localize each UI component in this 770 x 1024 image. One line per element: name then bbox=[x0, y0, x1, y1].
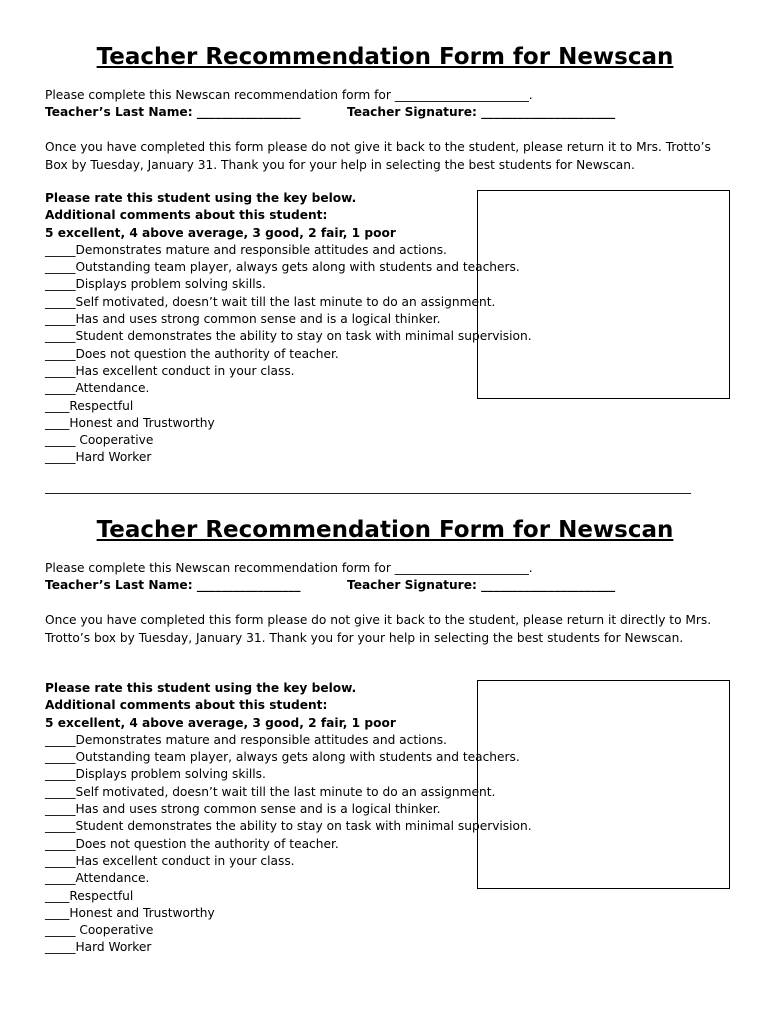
form-title: Teacher Recommendation Form for Newscan bbox=[96, 517, 674, 543]
teacher-last-name-field[interactable]: Teacher’s Last Name: _________________ bbox=[45, 578, 301, 592]
rating-item[interactable]: _____ Cooperative bbox=[45, 433, 154, 448]
instruction-line: Please complete this Newscan recommendation form for ______________________. bbox=[45, 561, 533, 575]
comments-heading: Additional comments about this student: bbox=[45, 698, 328, 713]
rating-item[interactable]: _____Self motivated, doesn’t wait till the last minute to do an assignment. bbox=[45, 294, 496, 309]
rating-item[interactable]: _____Demonstrates mature and responsible attitudes and actions. bbox=[45, 732, 447, 747]
teacher-signature-field[interactable]: Teacher Signature: ______________________ bbox=[347, 578, 616, 592]
rating-item[interactable]: ____Honest and Trustworthy bbox=[45, 415, 215, 430]
rating-item[interactable]: _____Attendance. bbox=[45, 871, 150, 886]
form-divider: __________________________________________________________________________________________________________ bbox=[45, 480, 691, 494]
rating-section bbox=[45, 190, 532, 467]
rating-item[interactable]: _____Has excellent conduct in your class. bbox=[45, 853, 295, 868]
rating-item[interactable]: _____Student demonstrates the ability to stay on task with minimal supervision. bbox=[45, 329, 532, 344]
rating-key: 5 excellent, 4 above average, 3 good, 2 fair, 1 poor bbox=[45, 225, 396, 240]
rating-item[interactable]: _____Hard Worker bbox=[45, 940, 152, 955]
comments-heading: Additional comments about this student: bbox=[45, 208, 328, 223]
rating-item[interactable]: _____Hard Worker bbox=[45, 450, 152, 465]
instruction-line: Please complete this Newscan recommendation form for ______________________. bbox=[45, 88, 533, 102]
rating-item[interactable]: _____Outstanding team player, always gets along with students and teachers. bbox=[45, 750, 520, 765]
form-title: Teacher Recommendation Form for Newscan bbox=[96, 44, 674, 70]
rating-item[interactable]: _____Displays problem solving skills. bbox=[45, 277, 266, 292]
comments-box[interactable] bbox=[477, 680, 730, 889]
rating-item[interactable]: _____Demonstrates mature and responsible attitudes and actions. bbox=[45, 242, 447, 257]
rating-key: 5 excellent, 4 above average, 3 good, 2 fair, 1 poor bbox=[45, 715, 396, 730]
rating-item[interactable]: ____Respectful bbox=[45, 398, 134, 413]
comments-box[interactable] bbox=[477, 190, 730, 399]
rating-item[interactable]: _____Self motivated, doesn’t wait till the last minute to do an assignment. bbox=[45, 784, 496, 799]
rating-item[interactable]: _____Outstanding team player, always gets along with students and teachers. bbox=[45, 260, 520, 275]
return-instructions: Once you have completed this form please do not give it back to the student, please return it to Mrs. Trotto’s Box by Tuesday, January 31. Thank you for your help in selecting the best students for Newscan. bbox=[45, 140, 711, 172]
rating-item[interactable]: _____Student demonstrates the ability to stay on task with minimal supervision. bbox=[45, 819, 532, 834]
rating-item[interactable]: _____Has excellent conduct in your class. bbox=[45, 363, 295, 378]
rating-section bbox=[45, 680, 532, 957]
teacher-last-name-field[interactable]: Teacher’s Last Name: _________________ bbox=[45, 105, 301, 119]
rating-item[interactable]: _____Displays problem solving skills. bbox=[45, 767, 266, 782]
rating-item[interactable]: _____Has and uses strong common sense and is a logical thinker. bbox=[45, 802, 441, 817]
rating-item[interactable]: ____Honest and Trustworthy bbox=[45, 905, 215, 920]
return-instructions: Once you have completed this form please do not give it back to the student, please return it directly to Mrs. Trotto’s box by Tuesday, January 31. Thank you for your help in selecting the best students for Newscan. bbox=[45, 613, 712, 645]
rating-item[interactable]: _____ Cooperative bbox=[45, 923, 154, 938]
rating-item[interactable]: ____Respectful bbox=[45, 888, 134, 903]
rate-heading: Please rate this student using the key below. bbox=[45, 191, 357, 205]
rating-item[interactable]: _____Does not question the authority of teacher. bbox=[45, 346, 339, 361]
rating-item[interactable]: _____Attendance. bbox=[45, 381, 150, 396]
teacher-signature-field[interactable]: Teacher Signature: ______________________ bbox=[347, 105, 616, 119]
rating-item[interactable]: _____Has and uses strong common sense and is a logical thinker. bbox=[45, 312, 441, 327]
rating-item[interactable]: _____Does not question the authority of teacher. bbox=[45, 836, 339, 851]
rate-heading: Please rate this student using the key below. bbox=[45, 681, 357, 695]
